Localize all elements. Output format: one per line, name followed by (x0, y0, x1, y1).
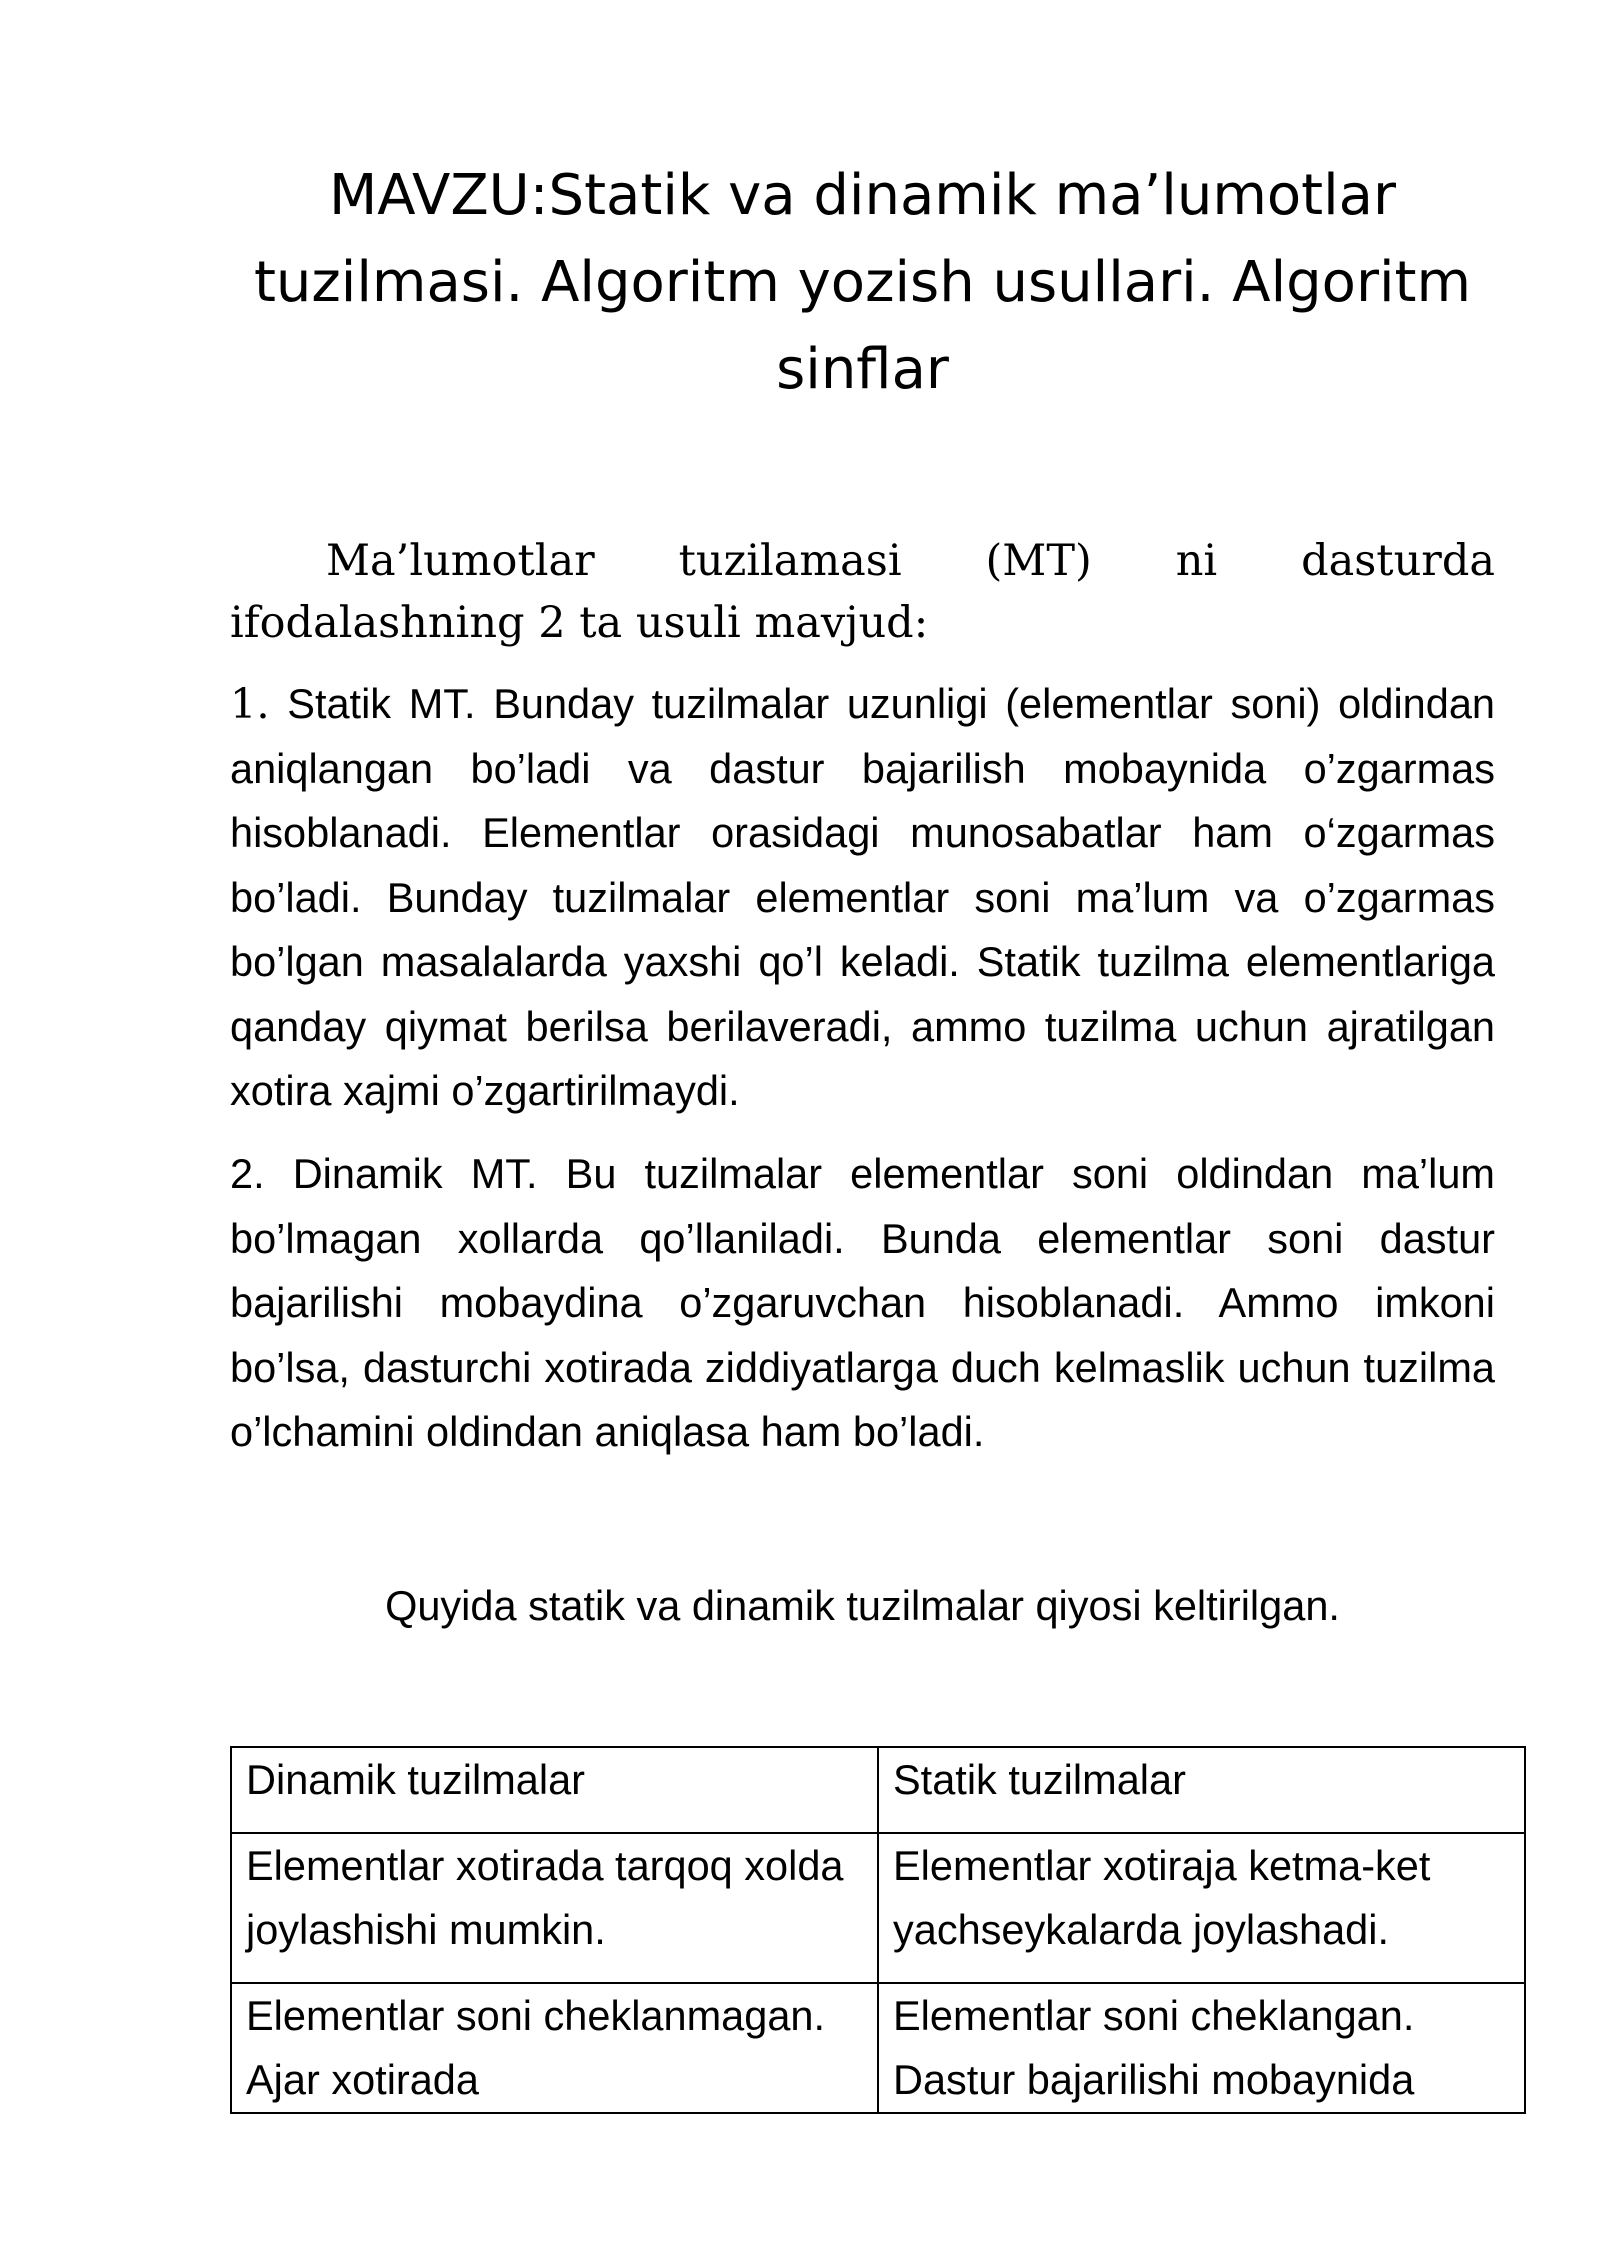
table-header-cell: Dinamik tuzilmalar (231, 1747, 878, 1833)
static-mt-paragraph (230, 672, 1495, 1124)
static-mt-text: Statik MT. Bunday tuzilmalar uzunligi (elementlar soni) oldindan aniqlangan bo’ladi va dastur bajarilish mobaynida o’zgarmas hisoblanadi. Elementlar orasidagi munosabatlar ham o‘zgarmas bo’ladi. Bunday tuzilmalar elementlar soni ma’lum va o’zgarmas bo’lgan masalalarda yaxshi qo’l keladi. Statik tuzilma elementlariga qanday qiymat berilsa berilaveradi, ammo tuzilma uchun ajratilgan xotira xajmi o’zgartirilmaydi. (230, 680, 1495, 1114)
intro-paragraph: Ma’lumotlar tuzilamasi (MT) ni dasturda ifodalashning 2 ta usuli mavjud: (230, 536, 1495, 648)
table-cell: Elementlar xotirada tarqoq xolda joylashishi mumkin. (231, 1833, 878, 1983)
comparison-table (230, 1746, 1526, 2114)
table-cell: Elementlar xotiraja ketma-ket yachseykalarda joylashadi. (878, 1833, 1525, 1983)
table-header-cell: Statik tuzilmalar (878, 1747, 1525, 1833)
dynamic-mt-paragraph: 2. Dinamik MT. Bu tuzilmalar elementlar soni oldindan ma’lum bo’lmagan xollarda qo’llaniladi. Bunda elementlar soni dastur bajarilishi mobaydina o’zgaruvchan hisoblanadi. Ammo imkoni bo’lsa, dasturchi xotirada ziddiyatlarga duch kelmaslik uchun tuzilma o’lchamini oldindan aniqlasa ham bo’ladi. (230, 1150, 1495, 1455)
document-title: MAVZU:Statik va dinamik ma’lumotlar tuzilmasi. Algoritm yozish usullari. Algoritm sinflar (253, 163, 1472, 402)
table-row (231, 1833, 1525, 1983)
table-cell: Elementlar soni cheklanmagan. Ajar xotirada (231, 1983, 878, 2113)
table-row (231, 1983, 1525, 2113)
table-caption: Quyida statik va dinamik tuzilmalar qiyosi keltirilgan. (385, 1582, 1340, 1629)
table-cell: Elementlar soni cheklangan. Dastur bajarilishi mobaynida (878, 1983, 1525, 2113)
paragraph-number: 1. (230, 679, 270, 728)
table-header-row (231, 1747, 1525, 1833)
